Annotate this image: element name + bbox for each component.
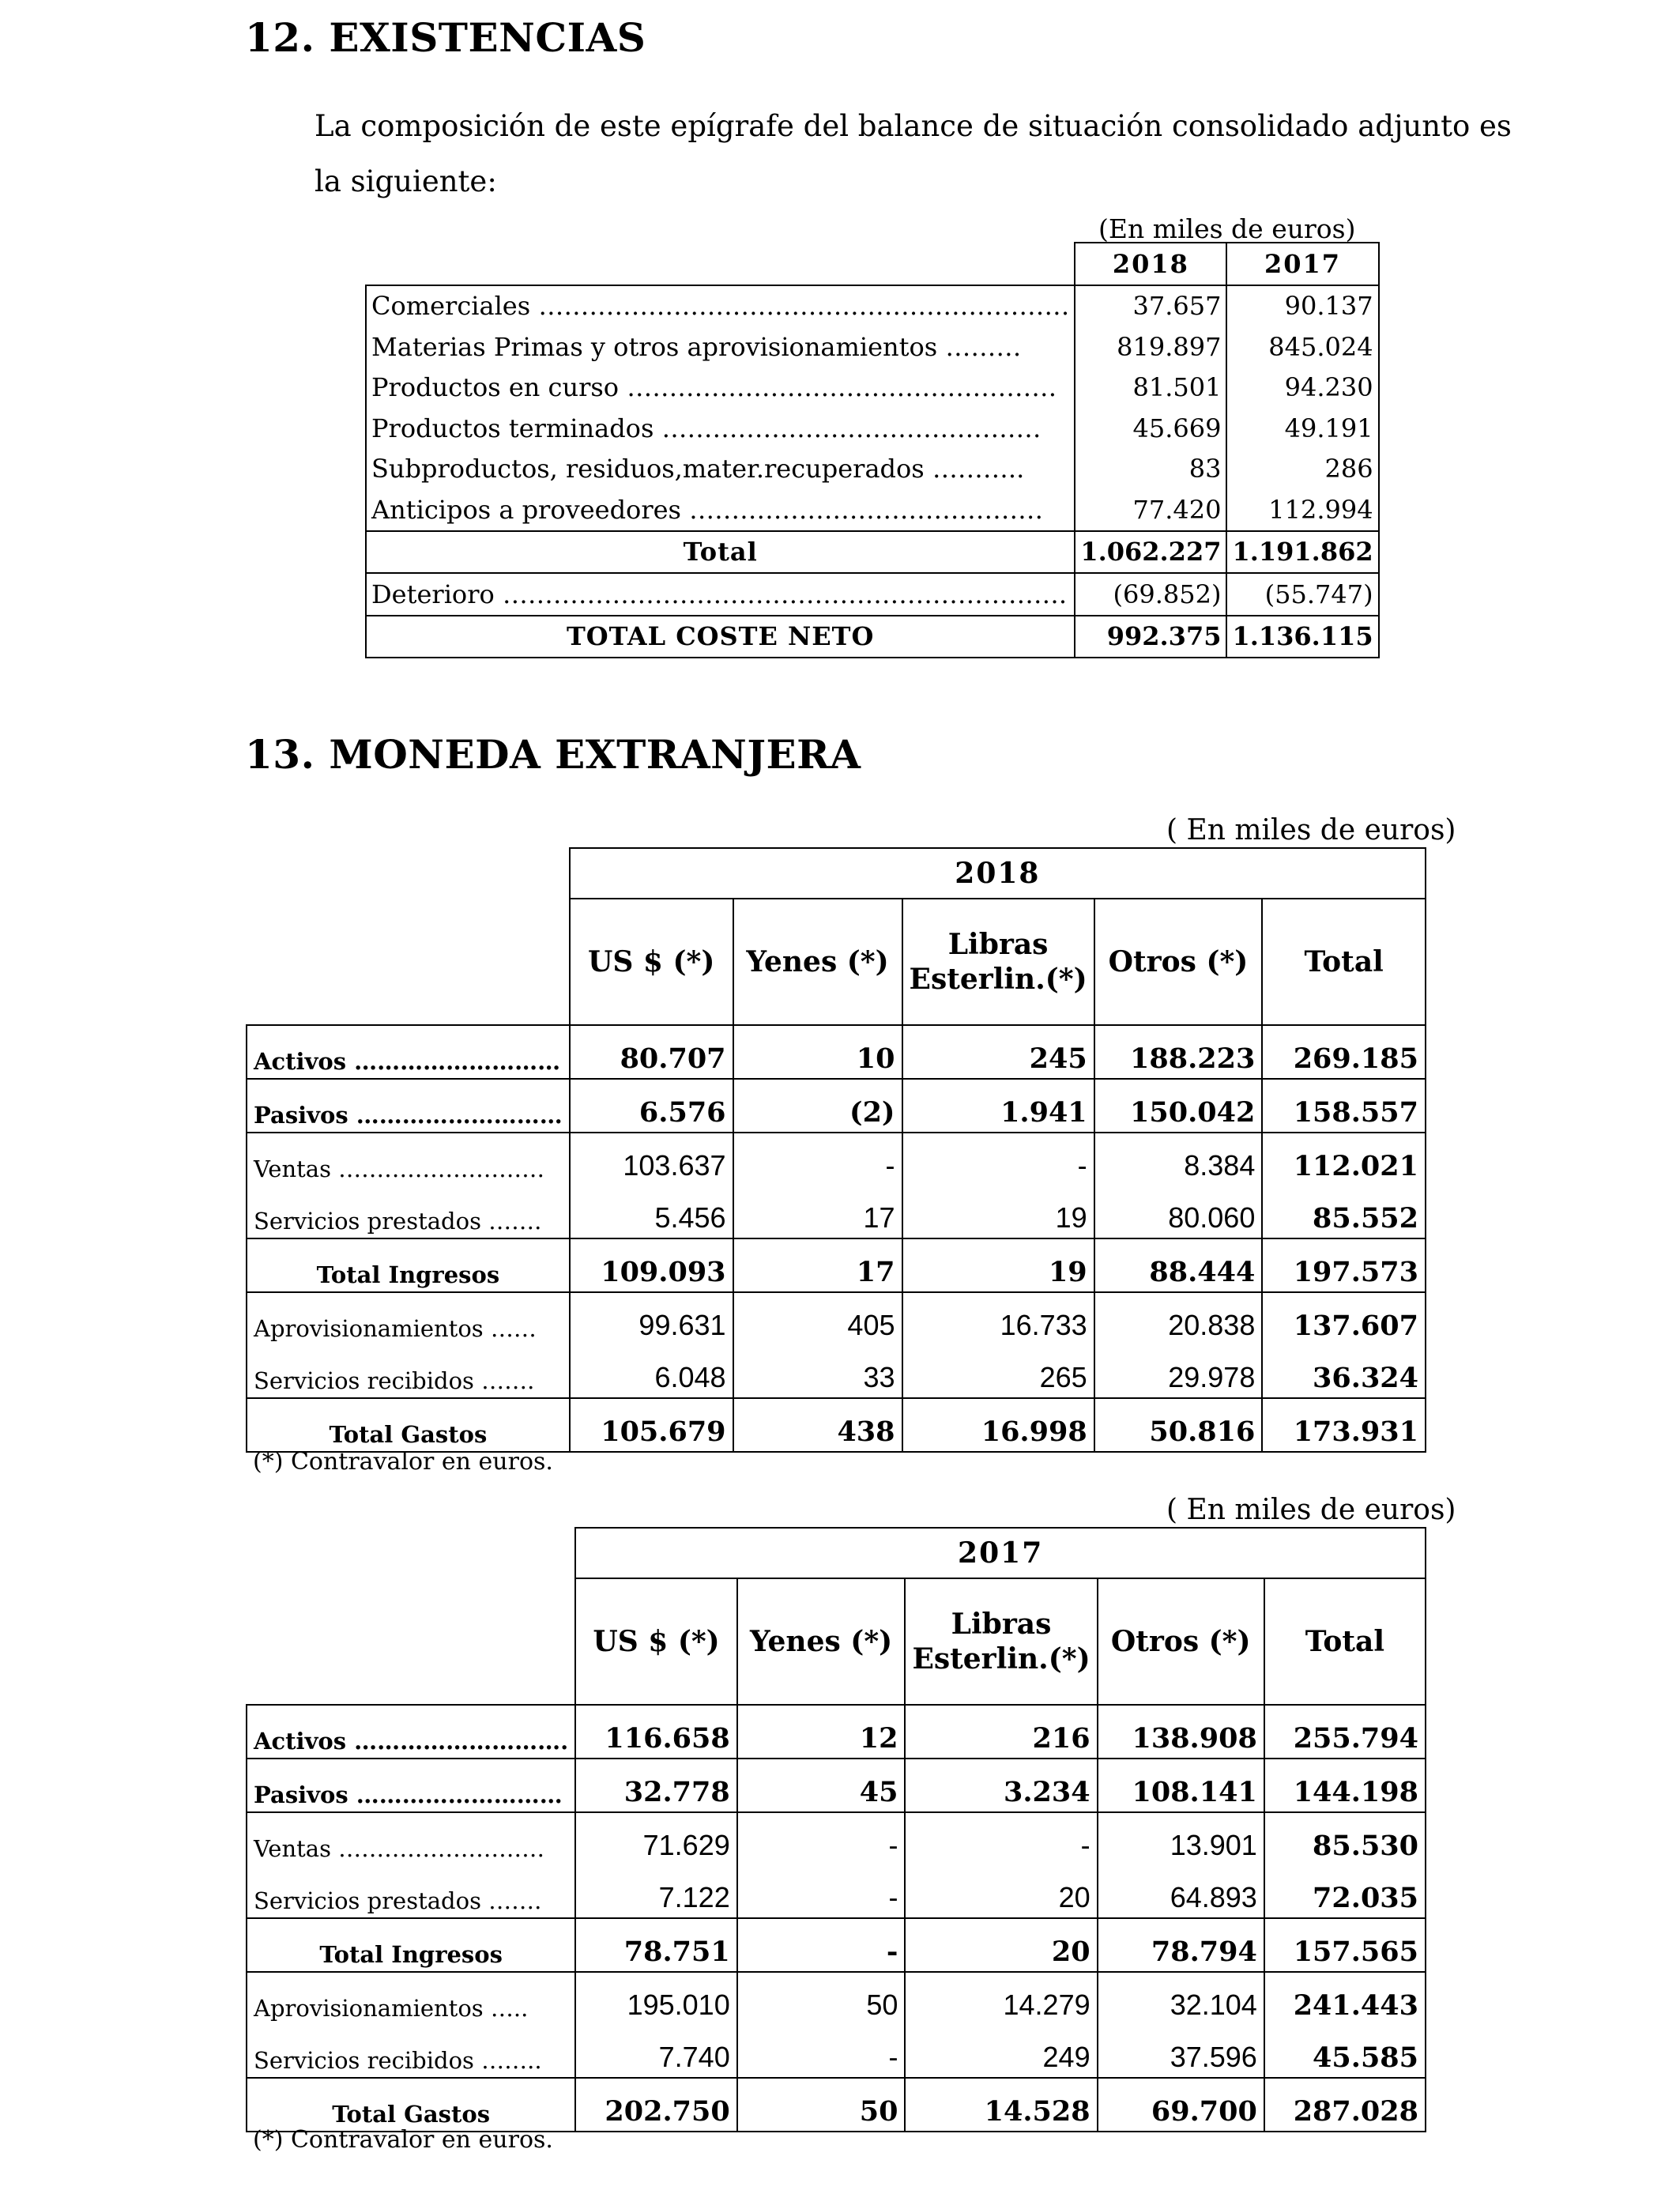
cell: 1.941 [902, 1079, 1094, 1133]
column-header-row [247, 899, 1426, 1025]
value-2017: 94.230 [1226, 368, 1378, 409]
cell: 16.998 [902, 1398, 1094, 1452]
total-ingresos-row [247, 1238, 1426, 1292]
cell: 137.607 [1262, 1292, 1426, 1345]
col-usd: US $ (*) [570, 899, 733, 1025]
table-row [247, 1705, 1426, 1759]
total-gastos-row [247, 1398, 1426, 1452]
cell: 45.585 [1264, 2025, 1426, 2078]
cell: 45 [737, 1759, 906, 1812]
row-label: Total Gastos [247, 2078, 575, 2132]
cell: 150.042 [1094, 1079, 1263, 1133]
cell: 33 [733, 1345, 902, 1398]
cell: 80.707 [570, 1025, 733, 1079]
value-2018: 81.501 [1075, 368, 1226, 409]
cell: 99.631 [570, 1292, 733, 1345]
value-2017: 90.137 [1226, 285, 1378, 327]
cell: 50.816 [1094, 1398, 1263, 1452]
value-2017: 845.024 [1226, 326, 1378, 368]
intro-line-1: La composición de este epígrafe del balance de situación consolidado adjunto es [315, 109, 1512, 143]
cell: 116.658 [575, 1705, 736, 1759]
table-row [247, 1812, 1426, 1865]
year-header-row [247, 848, 1426, 899]
total-neto-label: TOTAL COSTE NETO [366, 616, 1075, 658]
row-label: Total Ingresos [247, 1238, 570, 1292]
cell: 64.893 [1098, 1865, 1264, 1918]
col-libras: Libras Esterlin.(*) [902, 899, 1094, 1025]
cell: 20.838 [1094, 1292, 1263, 1345]
cell: 245 [902, 1025, 1094, 1079]
cell: 78.794 [1098, 1918, 1264, 1972]
col-libras: Libras Esterlin.(*) [905, 1578, 1097, 1705]
table-row [366, 285, 1379, 327]
total-neto-2017: 1.136.115 [1226, 616, 1378, 658]
total-neto-row [366, 616, 1379, 658]
row-label: Total Gastos [247, 1398, 570, 1452]
row-label: Activos ……………………… [247, 1025, 570, 1079]
cell: - [737, 1918, 906, 1972]
intro-line-2: la siguiente: [315, 164, 497, 198]
cell: 195.010 [575, 1972, 736, 2025]
cell: - [737, 1865, 906, 1918]
deterioro-2018: (69.852) [1075, 573, 1226, 616]
table-row [366, 489, 1379, 531]
cell: 157.565 [1264, 1918, 1426, 1972]
cell: 19 [902, 1238, 1094, 1292]
cell: - [902, 1133, 1094, 1186]
row-label: Ventas ……………………… [247, 1812, 575, 1865]
unit-label-2017: ( En miles de euros) [1166, 1494, 1456, 1526]
cell: - [905, 1812, 1097, 1865]
unit-label-12: (En miles de euros) [1098, 213, 1356, 244]
moneda-2018-table [246, 847, 1426, 1453]
cell: 438 [733, 1398, 902, 1452]
table-row [366, 408, 1379, 449]
table-row [366, 368, 1379, 409]
cell: 255.794 [1264, 1705, 1426, 1759]
table-row [247, 1292, 1426, 1345]
total-ingresos-row [247, 1918, 1426, 1972]
cell: 50 [737, 2078, 906, 2132]
deterioro-row [366, 573, 1379, 616]
section-13-title: 13. MONEDA EXTRANJERA [245, 731, 861, 778]
cell: 20 [905, 1865, 1097, 1918]
cell: 17 [733, 1186, 902, 1238]
cell: 88.444 [1094, 1238, 1263, 1292]
cell: 7.740 [575, 2025, 736, 2078]
cell: 108.141 [1098, 1759, 1264, 1812]
cell: 249 [905, 2025, 1097, 2078]
col-2018: 2018 [1075, 243, 1226, 285]
cell: 14.528 [905, 2078, 1097, 2132]
row-label: Servicios recibidos …….. [247, 2025, 575, 2078]
total-label: Total [366, 531, 1075, 574]
cell: 10 [733, 1025, 902, 1079]
cell: - [737, 2025, 906, 2078]
cell: 85.552 [1262, 1186, 1426, 1238]
cell: 3.234 [905, 1759, 1097, 1812]
table-row [247, 1759, 1426, 1812]
cell: 265 [902, 1345, 1094, 1398]
cell: 12 [737, 1705, 906, 1759]
cell: 287.028 [1264, 2078, 1426, 2132]
row-label: Servicios prestados ……. [247, 1186, 570, 1238]
cell: 14.279 [905, 1972, 1097, 2025]
value-2018: 83 [1075, 449, 1226, 490]
total-gastos-row [247, 2078, 1426, 2132]
table-row [247, 2025, 1426, 2078]
row-label: Productos terminados ……………………………………… [366, 408, 1075, 449]
cell: 8.384 [1094, 1133, 1263, 1186]
deterioro-label: Deterioro …………………………………………………………. [366, 573, 1075, 616]
col-total: Total [1262, 899, 1426, 1025]
row-label: Pasivos ……………………… [247, 1759, 575, 1812]
year-header: 2017 [575, 1528, 1426, 1578]
cell: 50 [737, 1972, 906, 2025]
cell: 109.093 [570, 1238, 733, 1292]
cell: 32.104 [1098, 1972, 1264, 2025]
cell: 71.629 [575, 1812, 736, 1865]
row-label: Total Ingresos [247, 1918, 575, 1972]
cell: 32.778 [575, 1759, 736, 1812]
cell: (2) [733, 1079, 902, 1133]
table-row [366, 326, 1379, 368]
col-total: Total [1264, 1578, 1426, 1705]
section-12-title: 12. EXISTENCIAS [245, 14, 646, 61]
row-label: Servicios recibidos ……. [247, 1345, 570, 1398]
unit-label-2018: ( En miles de euros) [1166, 814, 1456, 846]
cell: 202.750 [575, 2078, 736, 2132]
existencias-table [365, 242, 1380, 658]
cell: - [737, 1812, 906, 1865]
row-label: Anticipos a proveedores …………………………………… [366, 489, 1075, 531]
table-row [366, 449, 1379, 490]
row-label: Servicios prestados ……. [247, 1865, 575, 1918]
cell: 6.048 [570, 1345, 733, 1398]
cell: 20 [905, 1918, 1097, 1972]
row-label: Subproductos, residuos,mater.recuperados ……….. [366, 449, 1075, 490]
cell: 173.931 [1262, 1398, 1426, 1452]
cell: 138.908 [1098, 1705, 1264, 1759]
col-yenes: Yenes (*) [737, 1578, 906, 1705]
footnote-2017: (*) Contravalor en euros. [253, 2126, 553, 2154]
moneda-2017-table [246, 1527, 1426, 2132]
cell: 69.700 [1098, 2078, 1264, 2132]
row-label: Activos ………………………. [247, 1705, 575, 1759]
row-label: Ventas ……………………… [247, 1133, 570, 1186]
total-row [366, 531, 1379, 574]
col-yenes: Yenes (*) [733, 899, 902, 1025]
deterioro-2017: (55.747) [1226, 573, 1378, 616]
cell: 36.324 [1262, 1345, 1426, 1398]
table-row [247, 1025, 1426, 1079]
table-row [247, 1865, 1426, 1918]
col-otros: Otros (*) [1098, 1578, 1264, 1705]
footnote-2018: (*) Contravalor en euros. [253, 1448, 553, 1476]
cell: 7.122 [575, 1865, 736, 1918]
cell: 405 [733, 1292, 902, 1345]
value-2017: 286 [1226, 449, 1378, 490]
cell: 105.679 [570, 1398, 733, 1452]
cell: 29.978 [1094, 1345, 1263, 1398]
col-usd: US $ (*) [575, 1578, 736, 1705]
cell: 19 [902, 1186, 1094, 1238]
cell: 13.901 [1098, 1812, 1264, 1865]
col-2017: 2017 [1226, 243, 1378, 285]
column-header-row [247, 1578, 1426, 1705]
year-header: 2018 [570, 848, 1426, 899]
cell: 5.456 [570, 1186, 733, 1238]
value-2018: 77.420 [1075, 489, 1226, 531]
cell: 158.557 [1262, 1079, 1426, 1133]
cell: 241.443 [1264, 1972, 1426, 2025]
cell: 17 [733, 1238, 902, 1292]
total-2017: 1.191.862 [1226, 531, 1378, 574]
cell: 103.637 [570, 1133, 733, 1186]
total-neto-2018: 992.375 [1075, 616, 1226, 658]
year-header-row [247, 1528, 1426, 1578]
cell: 78.751 [575, 1918, 736, 1972]
table-row [247, 1079, 1426, 1133]
row-label: Productos en curso …………………………………………… [366, 368, 1075, 409]
cell: 72.035 [1264, 1865, 1426, 1918]
cell: 37.596 [1098, 2025, 1264, 2078]
table-row [247, 1186, 1426, 1238]
value-2018: 45.669 [1075, 408, 1226, 449]
row-label: Materias Primas y otros aprovisionamientos ……… [366, 326, 1075, 368]
table-header-row [366, 243, 1379, 285]
cell: 216 [905, 1705, 1097, 1759]
row-label: Comerciales ……………………………………………………… [366, 285, 1075, 327]
value-2018: 819.897 [1075, 326, 1226, 368]
table-row [247, 1972, 1426, 2025]
cell: 197.573 [1262, 1238, 1426, 1292]
cell: 112.021 [1262, 1133, 1426, 1186]
table-row [247, 1133, 1426, 1186]
cell: - [733, 1133, 902, 1186]
cell: 269.185 [1262, 1025, 1426, 1079]
total-2018: 1.062.227 [1075, 531, 1226, 574]
row-label: Aprovisionamientos …… [247, 1292, 570, 1345]
row-label: Pasivos ……………………… [247, 1079, 570, 1133]
col-otros: Otros (*) [1094, 899, 1263, 1025]
cell: 16.733 [902, 1292, 1094, 1345]
value-2018: 37.657 [1075, 285, 1226, 327]
cell: 85.530 [1264, 1812, 1426, 1865]
cell: 144.198 [1264, 1759, 1426, 1812]
cell: 80.060 [1094, 1186, 1263, 1238]
table-row [247, 1345, 1426, 1398]
cell: 6.576 [570, 1079, 733, 1133]
value-2017: 112.994 [1226, 489, 1378, 531]
cell: 188.223 [1094, 1025, 1263, 1079]
value-2017: 49.191 [1226, 408, 1378, 449]
row-label: Aprovisionamientos ….. [247, 1972, 575, 2025]
